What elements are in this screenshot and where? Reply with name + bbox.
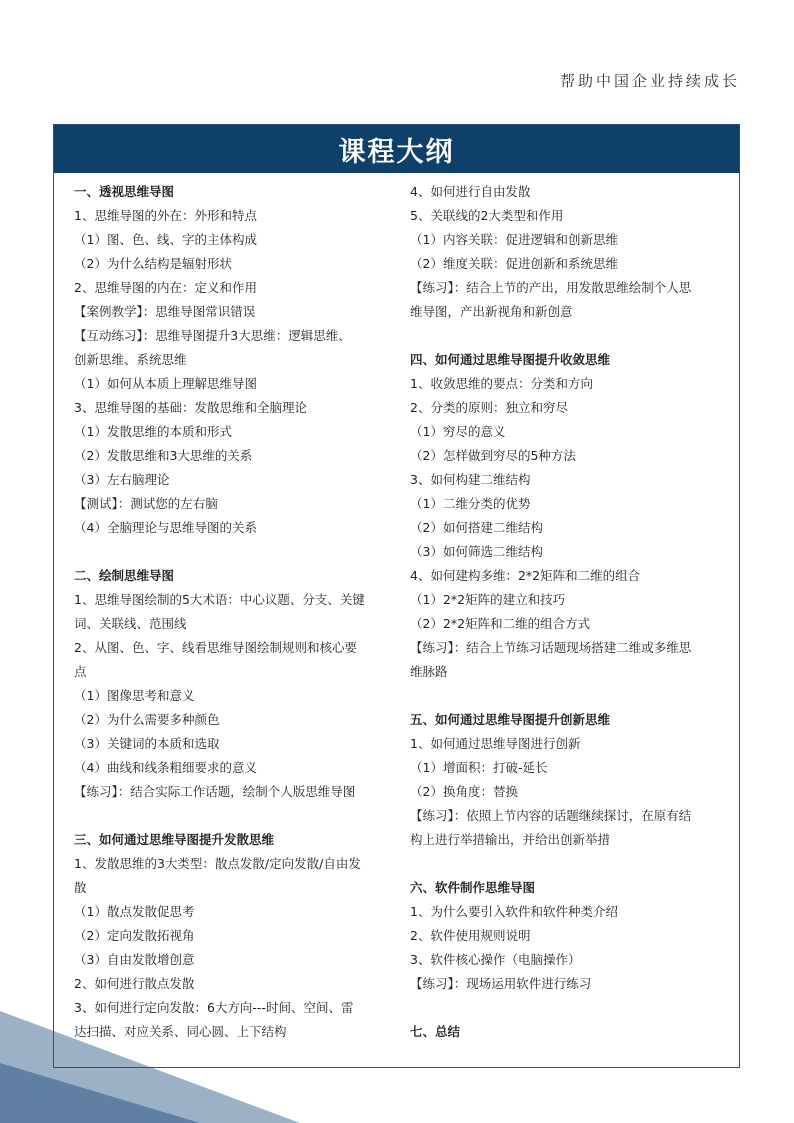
outline-line: 词、关联线、范围线 (74, 616, 187, 631)
outline-line: （1）发散思维的本质和形式 (74, 424, 232, 439)
outline-line: （1）内容关联：促进逻辑和创新思维 (410, 232, 618, 247)
outline-line: 3、思维导图的基础：发散思维和全脑理论 (74, 400, 307, 415)
outline-line: 2、软件使用规则说明 (410, 928, 531, 943)
section-heading: 四、如何通过思维导图提升收敛思维 (410, 352, 611, 367)
outline-line: 1、发散思维的3大类型：散点发散/定向发散/自由发 (74, 856, 361, 871)
outline-line: 【互动练习】：思维导图提升3大思维：逻辑思维、 (74, 328, 351, 343)
outline-line: 3、软件核心操作（电脑操作） (410, 952, 581, 967)
outline-line: （1）二维分类的优势 (410, 496, 531, 511)
outline-line: 1、思维导图绘制的5大术语：中心议题、分支、关键 (74, 592, 365, 607)
header-tagline: 帮助中国企业持续成长 (559, 72, 740, 90)
outline-line: 3、如何构建二维结构 (410, 472, 531, 487)
outline-line: 【练习】：结合上节练习话题现场搭建二维或多维思 (410, 640, 692, 655)
outline-line: 2、从图、色、字、线看思维导图绘制规则和核心要 (74, 640, 357, 655)
spacer (410, 684, 723, 708)
outline-line: （1）穷尽的意义 (410, 424, 506, 439)
outline-line: 【练习】：结合实际工作话题，绘制个人版思维导图 (74, 784, 356, 799)
spacer (410, 324, 723, 348)
outline-line: 2、分类的原则：独立和穷尽 (410, 400, 568, 415)
outline-line: （1）增面积：打破-延长 (410, 760, 548, 775)
outline-line: （2）换角度：替换 (410, 784, 518, 799)
outline-line: （1）2*2矩阵的建立和技巧 (410, 592, 566, 607)
outline-line: （4）曲线和线条粗细要求的意义 (74, 760, 257, 775)
spacer (74, 540, 387, 564)
outline-line: 【练习】：现场运用软件进行练习 (410, 976, 592, 991)
course-outline-frame (53, 124, 740, 1068)
outline-line: 【案例教学】：思维导图常识错误 (74, 304, 256, 319)
section-heading: 一、透视思维导图 (74, 184, 175, 199)
spacer (74, 804, 387, 828)
outline-line: （2）如何搭建二维结构 (410, 520, 543, 535)
outline-line: 【练习】：结合上节的产出，用发散思维绘制个人思 (410, 280, 692, 295)
outline-line: 维脉路 (410, 664, 448, 679)
section-heading: 七、总结 (410, 1024, 461, 1039)
outline-line: 3、如何进行定向发散：6大方向---时间、空间、雷 (74, 1000, 354, 1015)
outline-line: （2）定向发散拓视角 (74, 928, 195, 943)
outline-right-column (410, 180, 723, 1044)
outline-line: 1、思维导图的外在：外形和特点 (74, 208, 257, 223)
section-heading: 三、如何通过思维导图提升发散思维 (74, 832, 275, 847)
outline-line: 2、如何进行散点发散 (74, 976, 195, 991)
outline-line: （1）散点发散促思考 (74, 904, 195, 919)
outline-line: 【测试】：测试您的左右脑 (74, 496, 218, 511)
outline-line: 维导图，产出新视角和新创意 (410, 304, 573, 319)
outline-line: （2）为什么结构是辐射形状 (74, 256, 232, 271)
outline-line: （4）全脑理论与思维导图的关系 (74, 520, 257, 535)
outline-line: （1）如何从本质上理解思维导图 (74, 376, 257, 391)
outline-line: 【练习】：依照上节内容的话题继续探讨，在原有结 (410, 808, 692, 823)
outline-line: 构上进行举措输出，并给出创新举措 (410, 832, 611, 847)
spacer (410, 852, 723, 876)
section-heading: 六、软件制作思维导图 (410, 880, 536, 895)
outline-line: （1）图像思考和意义 (74, 688, 195, 703)
outline-line: （3）关键词的本质和选取 (74, 736, 220, 751)
outline-line: 2、思维导图的内在：定义和作用 (74, 280, 257, 295)
outline-line: （2）维度关联：促进创新和系统思维 (410, 256, 618, 271)
section-heading: 二、绘制思维导图 (74, 568, 175, 583)
outline-line: （3）如何筛选二维结构 (410, 544, 543, 559)
outline-line: （2）怎样做到穷尽的5种方法 (410, 448, 576, 463)
outline-line: 5、关联线的2大类型和作用 (410, 208, 564, 223)
outline-left-column (74, 180, 387, 1044)
outline-line: （3）自由发散增创意 (74, 952, 195, 967)
section-heading: 五、如何通过思维导图提升创新思维 (410, 712, 611, 727)
outline-title: 课程大纲 (54, 125, 739, 173)
outline-line: （2）为什么需要多种颜色 (74, 712, 220, 727)
outline-line: （3）左右脑理论 (74, 472, 170, 487)
spacer (410, 996, 723, 1020)
outline-line: 散 (74, 880, 87, 895)
outline-line: （2）2*2矩阵和二维的组合方式 (410, 616, 591, 631)
outline-line: （1）图、色、线、字的主体构成 (74, 232, 257, 247)
outline-line: 创新思维、系统思维 (74, 352, 187, 367)
outline-line: 1、为什么要引入软件和软件种类介绍 (410, 904, 618, 919)
outline-line: 4、如何建构多维：2*2矩阵和二维的组合 (410, 568, 641, 583)
outline-line: 达扫描、对应关系、同心圆、上下结构 (74, 1024, 287, 1039)
outline-line: 1、收敛思维的要点：分类和方向 (410, 376, 593, 391)
outline-line: 1、如何通过思维导图进行创新 (410, 736, 581, 751)
outline-line: （2）发散思维和3大思维的关系 (74, 448, 253, 463)
outline-line: 4、如何进行自由发散 (410, 184, 531, 199)
outline-line: 点 (74, 664, 87, 679)
